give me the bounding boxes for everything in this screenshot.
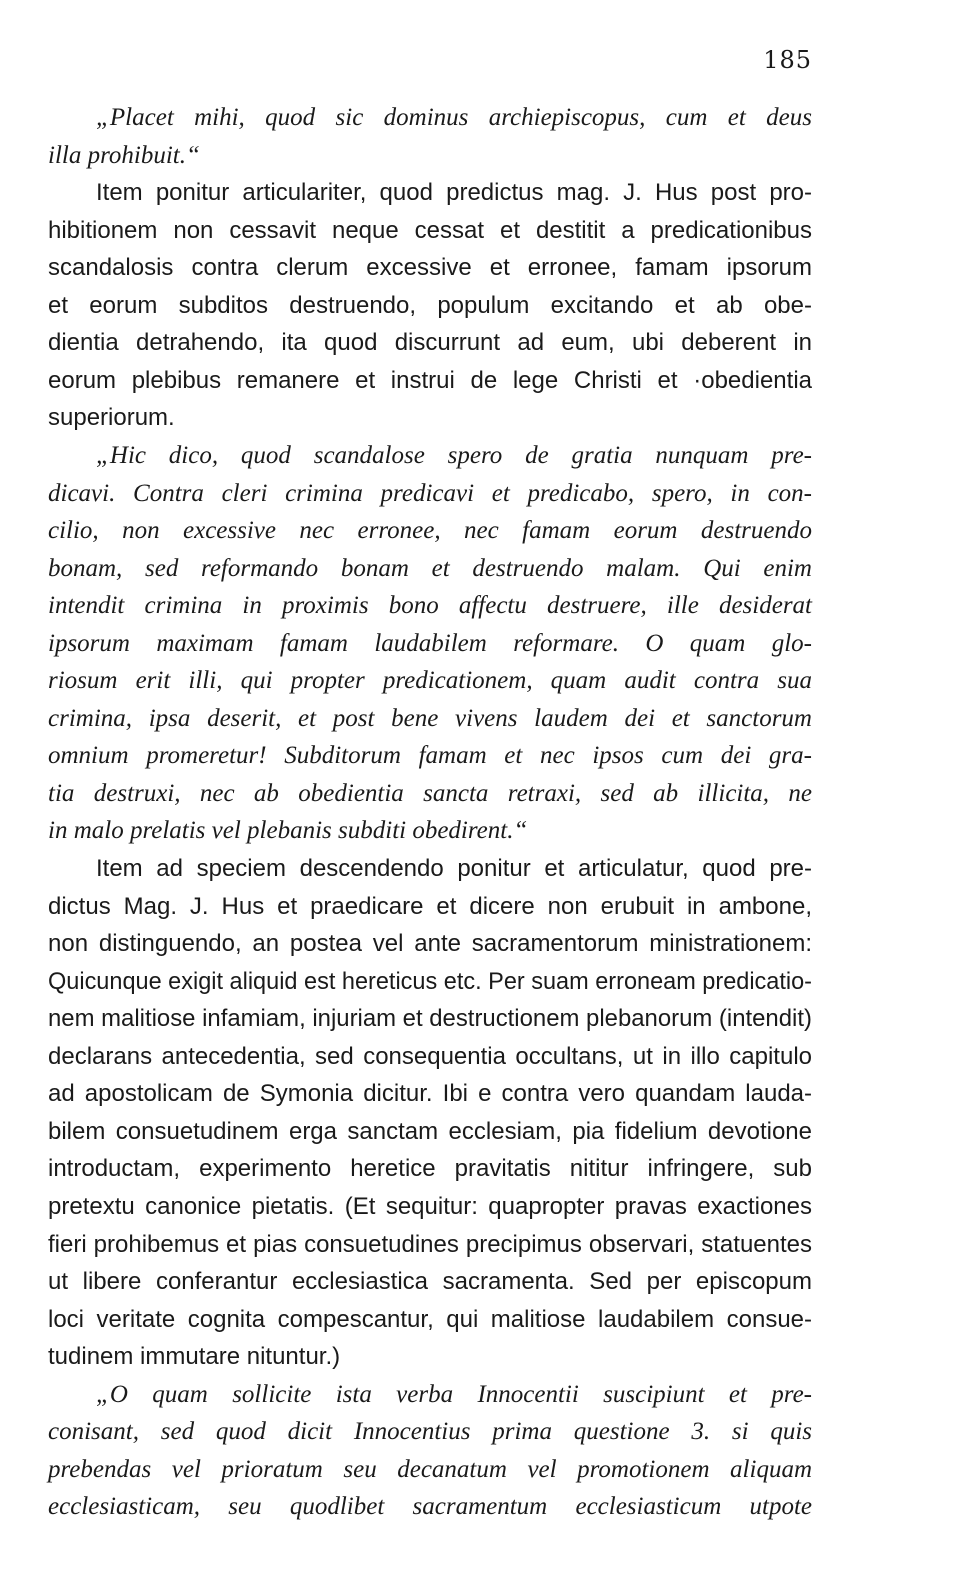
- text-line: dicavi. Contra cleri crimina predicavi et predicabo, spero, in con-: [48, 479, 812, 507]
- text-line: dientia detrahendo, ita quod discurrunt ad eum, ubi deberent in: [48, 329, 812, 357]
- text-line: et eorum subditos destruendo, populum excitando et ab obe-: [48, 291, 812, 319]
- text-line: intendit crimina in proximis bono affectu destruere, ille desiderat: [48, 592, 812, 620]
- text-line: eorum plebibus remanere et instrui de lege Christi et ·obedientia: [48, 366, 812, 394]
- text-line: tia destruxi, nec ab obedientia sancta retraxi, sed ab illicita, ne: [48, 779, 812, 807]
- text-line: conisant, sed quod dicit Innocentius prima questione 3. si quis: [48, 1418, 812, 1446]
- text-line: superiorum.: [48, 404, 175, 432]
- text-line: bilem consuetudinem erga sanctam ecclesiam, pia fidelium devotione: [48, 1117, 812, 1145]
- text-line: ipsorum maximam famam laudabilem reformare. O quam glo-: [48, 629, 812, 657]
- text-line: introductam, experimento heretice pravitatis nititur infringere, sub: [48, 1155, 812, 1183]
- text-line: ecclesiasticam, seu quodlibet sacramentum ecclesiasticum utpote: [48, 1493, 812, 1521]
- text-line: crimina, ipsa deserit, et post bene vivens laudem dei et sanctorum: [48, 704, 812, 732]
- text-line: illa prohibuit.“: [48, 141, 200, 169]
- text-line: omnium promeretur! Subditorum famam et nec ipsos cum dei gra-: [48, 742, 812, 770]
- text-line: cilio, non excessive nec erronee, nec famam eorum destruendo: [48, 517, 812, 544]
- text-line: dictus Mag. J. Hus et praedicare et dicere non erubuit in ambone,: [48, 892, 812, 920]
- text-line: in malo prelatis vel plebanis subditi obedirent.“: [48, 817, 528, 845]
- text-line: „Hic dico, quod scandalose spero de gratia nunquam pre-: [96, 441, 812, 469]
- text-line: ut libere conferantur ecclesiastica sacramenta. Sed per episcopum: [48, 1268, 812, 1295]
- text-line: „O quam sollicite ista verba Innocentii suscipiunt et pre-: [96, 1380, 812, 1408]
- text-line: Quicunque exigit aliquid est hereticus etc. Per suam erroneam predicatio-: [48, 967, 813, 995]
- text-line: fieri prohibemus et pias consuetudines precipimus observari, statuentes: [48, 1230, 812, 1258]
- text-line: riosum erit illi, qui propter predicationem, quam audit contra sua: [48, 667, 812, 695]
- text-line: prebendas vel prioratum seu decanatum vel promotionem aliquam: [48, 1455, 812, 1483]
- text-line: nem malitiose infamiam, injuriam et destructionem plebanorum (intendit): [48, 1005, 812, 1033]
- text-line: „Placet mihi, quod sic dominus archiepiscopus, cum et deus: [96, 104, 812, 131]
- text-line: Item ponitur articulariter, quod predictus mag. J. Hus post pro-: [96, 179, 812, 207]
- text-line: Item ad speciem descendendo ponitur et articulatur, quod pre-: [96, 855, 812, 882]
- text-line: ad apostolicam de Symonia dicitur. Ibi e contra vero quandam lauda-: [48, 1080, 812, 1108]
- text-line: non distinguendo, an postea vel ante sacramentorum ministrationem:: [48, 930, 812, 958]
- text-line: hibitionem non cessavit neque cessat et destitit a predicationibus: [48, 216, 812, 244]
- page-number: 185: [763, 46, 812, 74]
- text-line: tudinem immutare nituntur.): [48, 1343, 341, 1371]
- text-line: bonam, sed reformando bonam et destruendo malam. Qui enim: [48, 554, 812, 582]
- text-line: declarans antecedentia, sed consequentia occultans, ut in illo capitulo: [48, 1042, 812, 1070]
- text-line: scandalosis contra clerum excessive et erronee, famam ipsorum: [48, 254, 812, 282]
- text-line: loci veritate cognita compescantur, qui malitiose laudabilem consue-: [48, 1305, 812, 1333]
- text-line: pretextu canonice pietatis. (Et sequitur: quapropter pravas exactiones: [48, 1192, 812, 1220]
